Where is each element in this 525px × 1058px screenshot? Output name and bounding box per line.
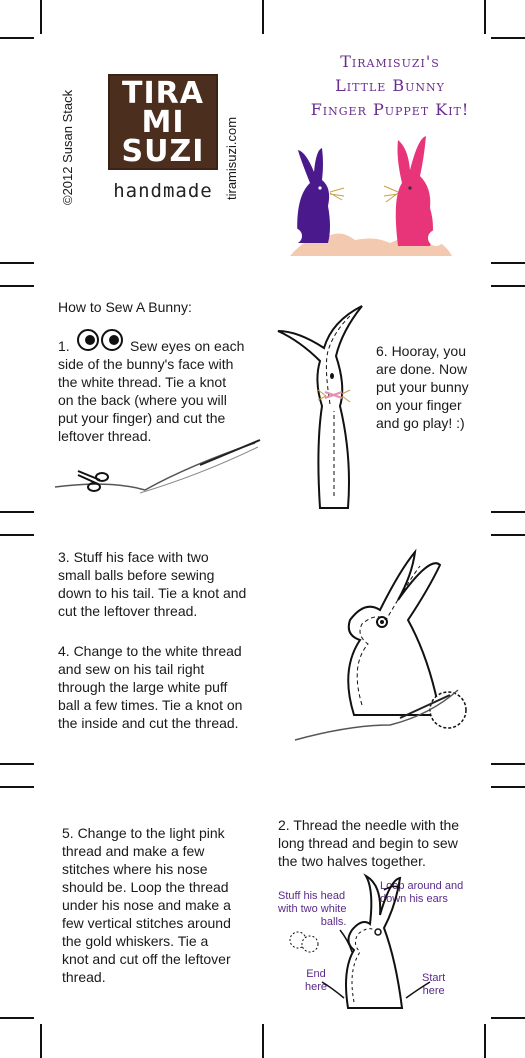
step6-line: are done. Now xyxy=(376,361,468,377)
step5-line: stitches where his nose xyxy=(62,861,208,877)
step2-line: long thread and begin to sew xyxy=(278,835,458,851)
crop-mark xyxy=(0,511,34,513)
crop-mark xyxy=(0,285,34,287)
annotation-stuff-head: Stuff his head with two white balls. xyxy=(278,890,347,928)
step6-line: put your bunny xyxy=(376,379,469,395)
step1-number: 1. xyxy=(58,338,70,354)
crop-mark xyxy=(0,763,34,765)
step4-line: and sew on his tail right xyxy=(58,661,205,677)
step3-line: cut the leftover thread. xyxy=(58,603,198,619)
crop-mark xyxy=(0,1017,34,1019)
crop-mark xyxy=(491,37,525,39)
step1-line: put your finger) and cut the xyxy=(58,410,226,426)
crop-mark xyxy=(40,1024,42,1058)
step6-line: 6. Hooray, you xyxy=(376,343,467,359)
step5-line: few vertical stitches around xyxy=(62,915,231,931)
crop-mark xyxy=(491,262,525,264)
crop-mark xyxy=(484,0,486,34)
crop-mark xyxy=(0,37,34,39)
how-to-heading: How to Sew A Bunny: xyxy=(58,299,192,315)
bunny-tail-illustration xyxy=(290,540,490,750)
crop-mark xyxy=(491,511,525,513)
crop-mark xyxy=(0,786,34,788)
step5-line: the gold whiskers. Tie a xyxy=(62,933,209,949)
bunny-puppets-photo xyxy=(280,128,455,258)
copyright-text: ©2012 Susan Stack xyxy=(60,89,75,205)
finished-bunny-outline xyxy=(270,296,380,516)
step5-line: under his nose and make a xyxy=(62,897,231,913)
step5-line: thread. xyxy=(62,969,106,985)
annotation-end: End here xyxy=(305,968,328,993)
step1-line: the white thread. Tie a knot xyxy=(58,374,227,390)
crop-mark xyxy=(491,285,525,287)
kit-title-line1: Tiramisuzi's xyxy=(340,52,440,71)
tiramisuzi-logo: TIRA MI SUZI xyxy=(108,74,218,170)
kit-title-line2: Little Bunny xyxy=(335,76,445,95)
step1-line: side of the bunny's face with xyxy=(58,356,234,372)
crop-mark xyxy=(491,786,525,788)
step1-line: Sew eyes on each xyxy=(130,338,245,354)
website-text: tiramisuzi.com xyxy=(224,116,239,200)
crop-mark xyxy=(0,262,34,264)
step2-line: the two halves together. xyxy=(278,853,426,869)
step5-line: thread and make a few xyxy=(62,843,205,859)
step6-line: and go play! :) xyxy=(376,415,465,431)
crop-mark xyxy=(40,0,42,34)
step4-line: the inside and cut the thread. xyxy=(58,715,239,731)
crop-mark xyxy=(491,1017,525,1019)
eyes-icon xyxy=(76,328,126,352)
step4-line: 4. Change to the white thread xyxy=(58,643,242,659)
annotation-loop-around: Loop around and down his ears xyxy=(380,880,464,905)
step1-line: on the back (where you will xyxy=(58,392,227,408)
crop-mark xyxy=(484,1024,486,1058)
step5-line: 5. Change to the light pink xyxy=(62,825,225,841)
step3-line: small balls before sewing xyxy=(58,567,215,583)
step1-line: leftover thread. xyxy=(58,428,152,444)
step4-line: ball a few times. Tie a knot on xyxy=(58,697,243,713)
scissors-needle-illustration xyxy=(50,435,265,500)
crop-mark xyxy=(262,0,264,34)
annotation-start: Start here xyxy=(422,972,446,997)
crop-mark xyxy=(0,534,34,536)
kit-title-line3: Finger Puppet Kit! xyxy=(310,100,470,119)
step3-line: down to his tail. Tie a knot and xyxy=(58,585,247,601)
step3-line: 3. Stuff his face with two xyxy=(58,549,209,565)
step2-line: 2. Thread the needle with the xyxy=(278,817,460,833)
handmade-label: handmade xyxy=(113,180,213,202)
step5-line: knot and cut off the leftover xyxy=(62,951,231,967)
crop-mark xyxy=(262,1024,264,1058)
crop-mark xyxy=(491,763,525,765)
step4-line: through the large white puff xyxy=(58,679,228,695)
step5-line: should be. Loop the thread xyxy=(62,879,229,895)
sewing-diagram-illustration xyxy=(282,870,482,1015)
crop-mark xyxy=(491,534,525,536)
step6-line: on your finger xyxy=(376,397,462,413)
